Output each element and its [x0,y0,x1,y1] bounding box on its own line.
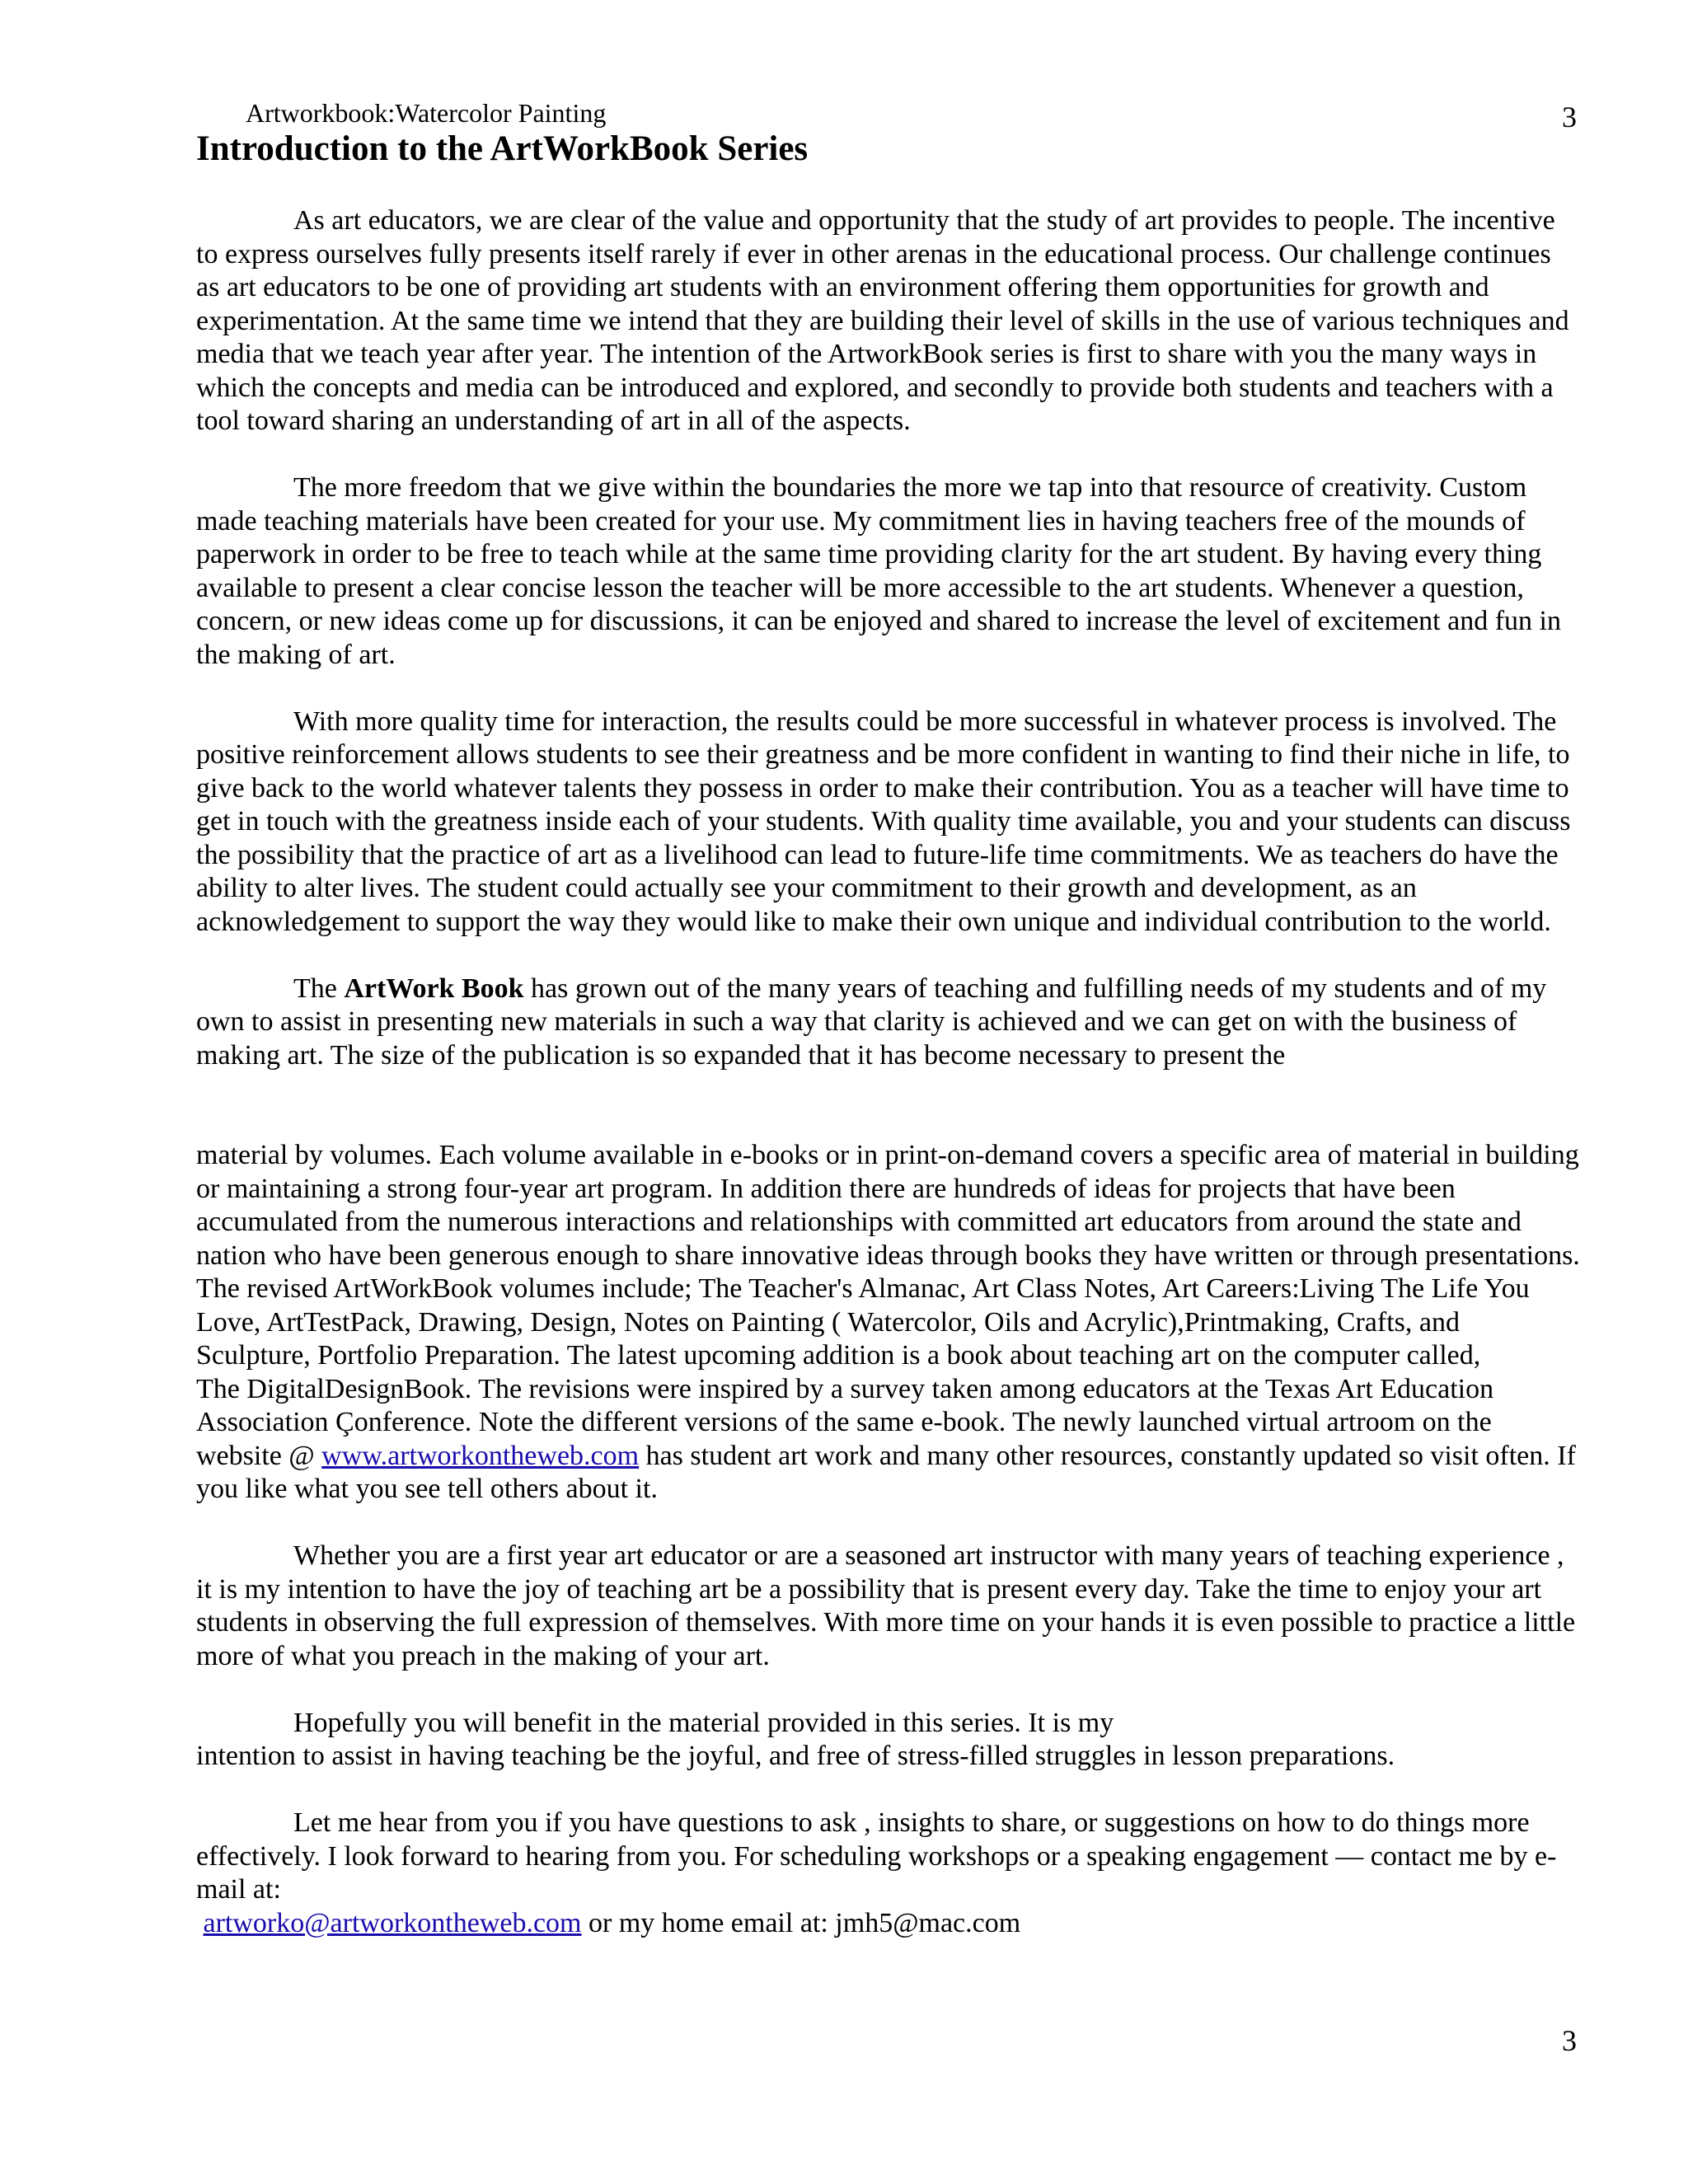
paragraph-3: With more quality time for interaction, the results could be more successful in whatever process is involved. The positive reinforcement allows students to see their greatness and be more confident in wanting to find their niche in life, to give back to the world whatever talents they possess in order to make their contribution. You as a teacher will have time to get in touch with the greatness inside each of your students. With quality time available, you and your students can discuss the possibility that the practice of art as a livelihood can lead to future-life time commitments. We as teachers do have the ability to alter lives. The student could actually see your commitment to their growth and development, as an acknowledgement to support the way they would like to make their own unique and individual contribution to the world. [196,705,1571,937]
paragraph-2: The more freedom that we give within the boundaries the more we tap into that resource of creativity. Custom made teaching materials have been created for your use. My commitment lies in having teachers free of the mounds of paperwork in order to be free to teach while at the same time providing clarity for the art student. By having every thing available to present a clear concise lesson the teacher will be more accessible to the art students. Whenever a question, concern, or new ideas come up for discussions, it can be enjoyed and shared to increase the level of excitement and fun in the making of art. [196,472,1561,670]
email-link[interactable]: artworko@artworkontheweb.com [203,1907,582,1938]
paragraph-4-lead: The [293,972,345,1004]
paragraph-1: As art educators, we are clear of the value and opportunity that the study of art provides to people. The incentive to express ourselves fully presents itself rarely if ever in other arenas in the educational process. Our challenge continues as art educators to be one of providing art students with an environment offering them opportunities for growth and experimentation. At the same time we intend that they are building their level of skills in the use of various techniques and media that we teach year after year. The intention of the ArtworkBook series is first to share with you the many ways in which the concepts and media can be introduced and explored, and secondly to provide both students and teachers with a tool toward sharing an understanding of art in all of the aspects. [196,205,1569,436]
paragraph-6-rest: has student art work and many other resources, constantly updated so visit often. If you like what you see tell others about it. [196,1440,1576,1504]
page-title: Introduction to the ArtWorkBook Series [196,129,809,168]
paragraph-7: Whether you are a first year art educator or are a seasoned art instructor with many years of teaching experience , it is my intention to have the joy of teaching art be a possibility that is present every day. Take the time to enjoy your art students in observing the full expression of themselves. With more time on your hands it is even possible to practice a little more of what you preach in the making of your art. [196,1540,1576,1671]
artwork-book-bold: ArtWork Book [344,972,524,1004]
paragraph-8-line-1: Hopefully you will benefit in the material provided in this series. It is my [293,1707,1114,1738]
running-head: Artworkbook:Watercolor Painting [246,98,607,128]
home-email-text: or my home email at: jmh5@mac.com [581,1907,1021,1938]
paragraph-5: material by volumes. Each volume available in e-books or in print-on-demand covers a specific area of material in building or maintaining a strong four-year art program. In addition there are hundreds of ideas for projects that have been accumulated from the numerous interactions and relationships with committed art educators from around the state and nation who have been generous enough to share innovative ideas through books they have written or through presentations. The revised ArtWorkBook volumes include; The Teacher's Almanac, Art Class Notes, Art Careers:Living The Life You Love, ArtTestPack, Drawing, Design, Notes on Painting ( Watercolor, Oils and Acrylic),Printmaking, Crafts, and Sculpture, Portfolio Preparation. The latest upcoming addition is a book about teaching art on the computer called, [196,1140,1580,1371]
paragraph-4 [196,972,1581,1073]
website-link[interactable]: www.artworkontheweb.com [321,1440,640,1471]
paragraph-6-lead: The DigitalDesignBook. The revisions were inspired by a survey taken among educators at the Texas Art Education Association Çonference. Note the different versions of the same e-book. The newly launched virtual artroom on the website @ [196,1373,1494,1471]
body-text [196,204,1581,1940]
paragraph-8-line-2: intention to assist in having teaching be the joyful, and free of stress-filled struggles in lesson preparations. [196,1741,1395,1771]
paragraph-9: Let me hear from you if you have questions to ask , insights to share, or suggestions on how to do things more effectively. I look forward to hearing from you. For scheduling workshops or a speaking engagement — contact me by e-mail at: [196,1807,1557,1905]
page-number-bottom: 3 [1562,2024,1577,2057]
paragraph-4-rest: has grown out of the many years of teaching and fulfilling needs of my students and of my own to assist in presenting new materials in such a way that clarity is achieved and we can get on with the business of making art. The size of the publication is so expanded that it has become necessary to present the [196,972,1547,1071]
paragraph-6 [196,1373,1581,1507]
paragraph-10 [196,1907,1581,1941]
page-number-top: 3 [1562,101,1577,134]
